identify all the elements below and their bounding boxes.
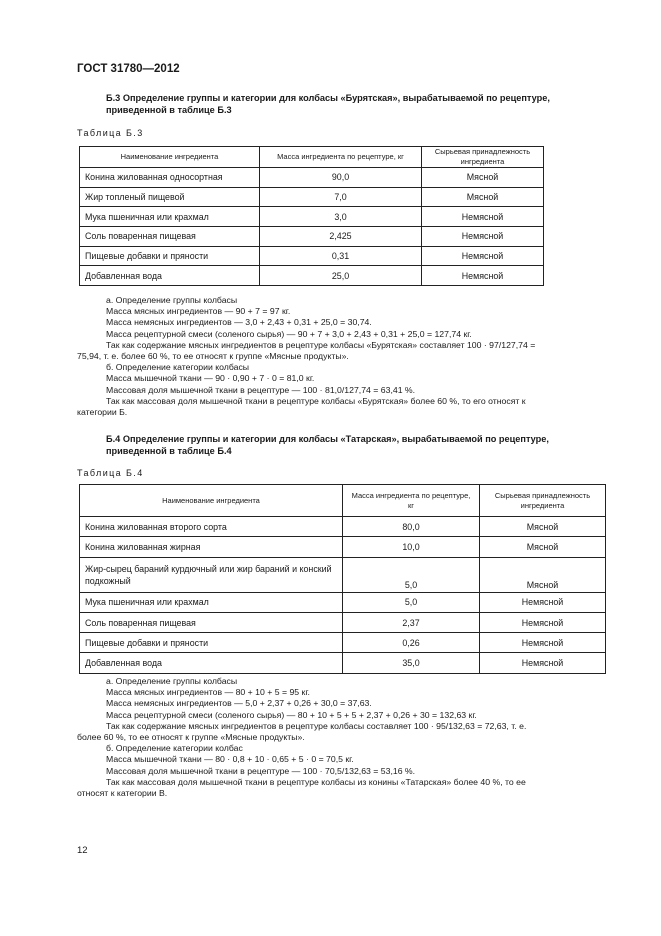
calc-line: Масса немясных ингредиентов — 5,0 + 2,37 + 0,26 + 30,0 = 37,63. xyxy=(106,698,372,709)
standard-code: ГОСТ 31780—2012 xyxy=(77,63,180,75)
table-row xyxy=(80,187,544,207)
ingredient-name: Добавленная вода xyxy=(80,266,260,286)
table-row xyxy=(80,168,544,188)
column-header-mass: Масса ингредиента по рецептуре, кг xyxy=(343,485,480,517)
table-header-row xyxy=(80,147,544,168)
table-row xyxy=(80,653,606,673)
ingredient-mass: 80,0 xyxy=(343,517,480,537)
table-row xyxy=(80,246,544,266)
ingredient-mass: 0,31 xyxy=(260,246,422,266)
ingredient-name: Соль поваренная пищевая xyxy=(80,612,343,632)
calc-line: Масса рецептурной смеси (соленого сырья) — 80 + 10 + 5 + 5 + 2,37 + 0,26 + 30 = 132,63 кг. xyxy=(106,709,477,720)
ingredient-type: Немясной xyxy=(422,266,544,286)
section-b3-calculation xyxy=(77,295,543,418)
ingredient-type: Немясной xyxy=(480,633,606,653)
table-row xyxy=(80,557,606,592)
ingredient-mass: 10,0 xyxy=(343,537,480,557)
table-row xyxy=(80,537,606,557)
calc-subheading-group: а. Определение группы колбасы xyxy=(106,676,238,686)
table-header-row xyxy=(80,485,606,517)
calc-line: Так как массовая доля мышечной ткани в рецептуре колбасы «Бурятская» более 60 %, то его относят к категории Б. xyxy=(77,395,526,418)
ingredient-name: Мука пшеничная или крахмал xyxy=(80,592,343,612)
calc-line: Масса мышечной ткани — 80 · 0,8 + 10 · 0,65 + 5 · 0 = 70,5 кг. xyxy=(106,754,354,765)
ingredient-mass: 5,0 xyxy=(343,592,480,612)
table-b4-caption: Таблица Б.4 xyxy=(77,468,144,478)
ingredient-mass: 2,425 xyxy=(260,227,422,247)
ingredient-name: Конина жилованная второго сорта xyxy=(80,517,343,537)
calc-subheading-group: а. Определение группы колбасы xyxy=(106,295,238,305)
ingredient-type: Немясной xyxy=(480,592,606,612)
calc-line: Масса мышечной ткани — 90 · 0,90 + 7 · 0 = 81,0 кг. xyxy=(106,373,315,384)
column-header-name: Наименование ингредиента xyxy=(80,147,260,168)
calc-subheading-category: б. Определение категории колбасы xyxy=(106,362,250,373)
ingredient-mass: 90,0 xyxy=(260,168,422,188)
ingredient-type: Мясной xyxy=(480,537,606,557)
ingredient-name: Конина жилованная жирная xyxy=(80,537,343,557)
ingredient-type: Немясной xyxy=(422,246,544,266)
ingredient-name: Пищевые добавки и пряности xyxy=(80,633,343,653)
section-b3-heading: Б.3 Определение группы и категории для колбасы «Бурятская», вырабатываемой по рецептуре, приведенной в таблице Б.3 xyxy=(106,93,550,115)
table-b4 xyxy=(79,484,606,674)
ingredient-mass: 5,0 xyxy=(343,557,480,592)
ingredient-type: Немясной xyxy=(480,653,606,673)
column-header-mass: Масса ингредиента по рецептуре, кг xyxy=(260,147,422,168)
table-b3-caption: Таблица Б.3 xyxy=(77,128,144,138)
calc-line: Так как массовая доля мышечной ткани в рецептуре колбасы из конины «Татарская» более 40 %, то ее относят к категории В. xyxy=(77,776,526,799)
page-number: 12 xyxy=(77,845,88,856)
column-header-type: Сырьевая принадлежность ингредиента xyxy=(480,485,606,517)
table-row xyxy=(80,633,606,653)
ingredient-name: Добавленная вода xyxy=(80,653,343,673)
table-row xyxy=(80,592,606,612)
table-b3 xyxy=(79,146,544,286)
ingredient-type: Немясной xyxy=(422,227,544,247)
ingredient-mass: 35,0 xyxy=(343,653,480,673)
ingredient-type: Немясной xyxy=(422,207,544,227)
ingredient-type: Немясной xyxy=(480,612,606,632)
table-row xyxy=(80,266,544,286)
ingredient-name: Жир топленый пищевой xyxy=(80,187,260,207)
calc-subheading-category: б. Определение категории колбас xyxy=(106,743,243,754)
table-row xyxy=(80,517,606,537)
calc-line: Массовая доля мышечной ткани в рецептуре — 100 · 81,0/127,74 = 63,41 %. xyxy=(106,384,416,395)
calc-line: Масса немясных ингредиентов — 3,0 + 2,43 + 0,31 + 25,0 = 30,74. xyxy=(106,317,372,328)
ingredient-type: Мясной xyxy=(480,557,606,592)
calc-line: Так как содержание мясных ингредиентов в рецептуре колбасы «Бурятская» составляет 100 · 97/127,74 = 75,94, т. е. более 60 %, то ее относят к группе «Мясные продукты». xyxy=(77,339,536,362)
ingredient-name: Конина жилованная односортная xyxy=(80,168,260,188)
ingredient-name: Пищевые добавки и пряности xyxy=(80,246,260,266)
ingredient-mass: 7,0 xyxy=(260,187,422,207)
calc-line: Так как содержание мясных ингредиентов в рецептуре колбасы составляет 100 · 95/132,63 = 72,63, т. е. более 60 %, то ее относят к группе «Мясные продукты». xyxy=(77,720,527,743)
ingredient-type: Мясной xyxy=(422,168,544,188)
table-row xyxy=(80,612,606,632)
calc-line: Масса мясных ингредиентов — 80 + 10 + 5 = 95 кг. xyxy=(106,687,310,698)
ingredient-name: Соль поваренная пищевая xyxy=(80,227,260,247)
calc-line: Масса мясных ингредиентов — 90 + 7 = 97 кг. xyxy=(106,306,291,317)
ingredient-type: Мясной xyxy=(480,517,606,537)
column-header-type: Сырьевая принадлежность ингредиента xyxy=(422,147,544,168)
table-row xyxy=(80,207,544,227)
calc-line: Массовая доля мышечной ткани в рецептуре — 100 · 70,5/132,63 = 53,16 %. xyxy=(106,765,416,776)
section-b4-heading: Б.4 Определение группы и категории для колбасы «Татарская», вырабатываемой по рецептуре, приведенной в таблице Б.4 xyxy=(106,434,549,456)
ingredient-name: Жир-сырец бараний курдючный или жир бараний и конский подкожный xyxy=(80,557,343,592)
calc-line: Масса рецептурной смеси (соленого сырья) — 90 + 7 + 3,0 + 2,43 + 0,31 + 25,0 = 127,74 кг. xyxy=(106,328,472,339)
ingredient-mass: 3,0 xyxy=(260,207,422,227)
ingredient-name: Мука пшеничная или крахмал xyxy=(80,207,260,227)
ingredient-type: Мясной xyxy=(422,187,544,207)
section-b4-calculation xyxy=(77,676,543,799)
ingredient-mass: 25,0 xyxy=(260,266,422,286)
table-row xyxy=(80,227,544,247)
column-header-name: Наименование ингредиента xyxy=(80,485,343,517)
ingredient-mass: 0,26 xyxy=(343,633,480,653)
ingredient-mass: 2,37 xyxy=(343,612,480,632)
